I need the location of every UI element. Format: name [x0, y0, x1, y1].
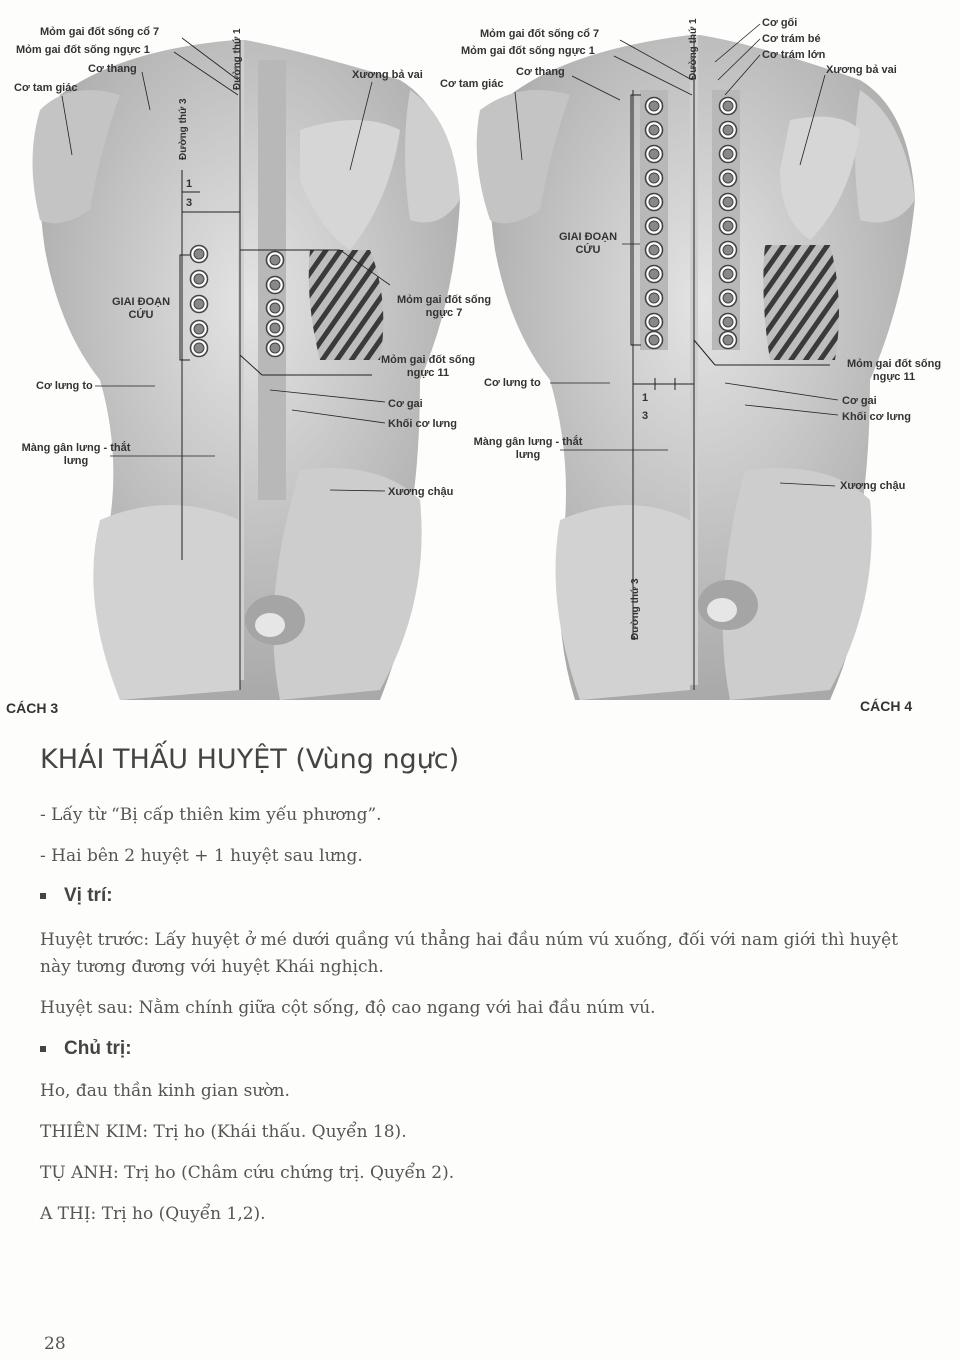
label-mang-right: Màng gân lưng - thắt lưng — [473, 436, 583, 461]
position-para-1: Huyệt trước: Lấy huyệt ở mé dưới quầng vú thẳng hai đầu núm vú xuống, đối với nam giới thì huyệt này tương đương với huyệt Khái nghịch. — [40, 930, 899, 977]
label-duong3-right: Đường thứ 3 — [630, 578, 641, 640]
label-giaidoan-left: GIAI ĐOẠN CỨU — [111, 296, 171, 321]
label-tamgiac-left: Cơ tam giác — [14, 82, 78, 94]
label-thang-right: Cơ thang — [516, 66, 565, 78]
label-duong3-left: Đường thứ 3 — [178, 98, 189, 160]
indication-para-1: Ho, đau thần kinh gian sườn. — [40, 1081, 290, 1101]
section-indication-heading — [40, 1038, 132, 1060]
page-title: KHÁI THẤU HUYỆT (Vùng ngực) — [40, 744, 460, 775]
label-goi-right: Cơ gối — [762, 17, 798, 29]
label-bavai-left: Xương bả vai — [352, 69, 423, 81]
label-tamgiac-right: Cơ tam giác — [440, 78, 504, 90]
bullet-icon — [40, 893, 46, 899]
label-t1-left: Mỏm gai đốt sống ngực 1 — [16, 44, 150, 56]
indication-para-3: TỤ ANH: Trị ho (Châm cứu chứng trị. Quyển 2). — [40, 1163, 455, 1183]
label-t7-left: Mỏm gai đốt sống ngực 7 — [396, 294, 492, 319]
intro-line-2: - Hai bên 2 huyệt + 1 huyệt sau lưng. — [40, 846, 363, 866]
label-thang-left: Cơ thang — [88, 63, 137, 75]
label-khoi-left: Khối cơ lưng — [388, 418, 457, 430]
label-duong1-right: Đường thứ 1 — [688, 18, 699, 80]
label-bavai-right: Xương bả vai — [826, 64, 897, 76]
position-para-2: Huyệt sau: Nằm chính giữa cột sống, độ cao ngang với hai đầu núm vú. — [40, 998, 656, 1018]
label-giaidoan-right: GIAI ĐOẠN CỨU — [558, 231, 618, 256]
section-indication-label: Chủ trị: — [64, 1038, 132, 1059]
label-gai-right: Cơ gai — [842, 395, 877, 407]
label-khoi-right: Khối cơ lưng — [842, 411, 911, 423]
label-t11-right: Mỏm gai đốt sống ngực 11 — [846, 358, 942, 383]
label-c7-right: Mỏm gai đốt sống cổ 7 — [480, 28, 600, 40]
label-mang-left: Màng gân lưng - thắt lưng — [21, 442, 131, 467]
label-trambe-right: Cơ trám bé — [762, 33, 821, 45]
indication-para-2: THIÊN KIM: Trị ho (Khái thấu. Quyển 18). — [40, 1122, 407, 1142]
label-t11-left: Mỏm gai đốt sống ngực 11 — [380, 354, 476, 379]
label-tramlon-right: Cơ trám lớn — [762, 49, 826, 61]
page-number: 28 — [44, 1334, 66, 1354]
caption-cach-4: CÁCH 4 — [860, 698, 913, 714]
fraction-three-right: 3 — [642, 410, 649, 422]
section-position-heading — [40, 885, 113, 907]
label-chau-right: Xương chậu — [840, 480, 906, 492]
label-chau-left: Xương chậu — [388, 486, 454, 498]
bullet-icon — [40, 1046, 46, 1052]
label-t1-right: Mỏm gai đốt sống ngực 1 — [461, 45, 595, 57]
label-gai-left: Cơ gai — [388, 398, 423, 410]
label-lungto-left: Cơ lưng to — [36, 380, 93, 392]
fraction-one-left: 1 — [186, 178, 193, 190]
indication-para-4: A THỊ: Trị ho (Quyển 1,2). — [40, 1204, 266, 1224]
label-lungto-right: Cơ lưng to — [484, 377, 541, 389]
intro-line-1: - Lấy từ “Bị cấp thiên kim yếu phương”. — [40, 805, 382, 825]
label-duong1-left: Đường thứ 1 — [232, 28, 243, 90]
caption-cach-3: CÁCH 3 — [6, 700, 59, 716]
fraction-one-right: 1 — [642, 392, 649, 404]
label-c7-left: Mỏm gai đốt sống cổ 7 — [40, 26, 160, 38]
fraction-three-left: 3 — [186, 197, 193, 209]
section-position-label: Vị trí: — [64, 885, 113, 906]
